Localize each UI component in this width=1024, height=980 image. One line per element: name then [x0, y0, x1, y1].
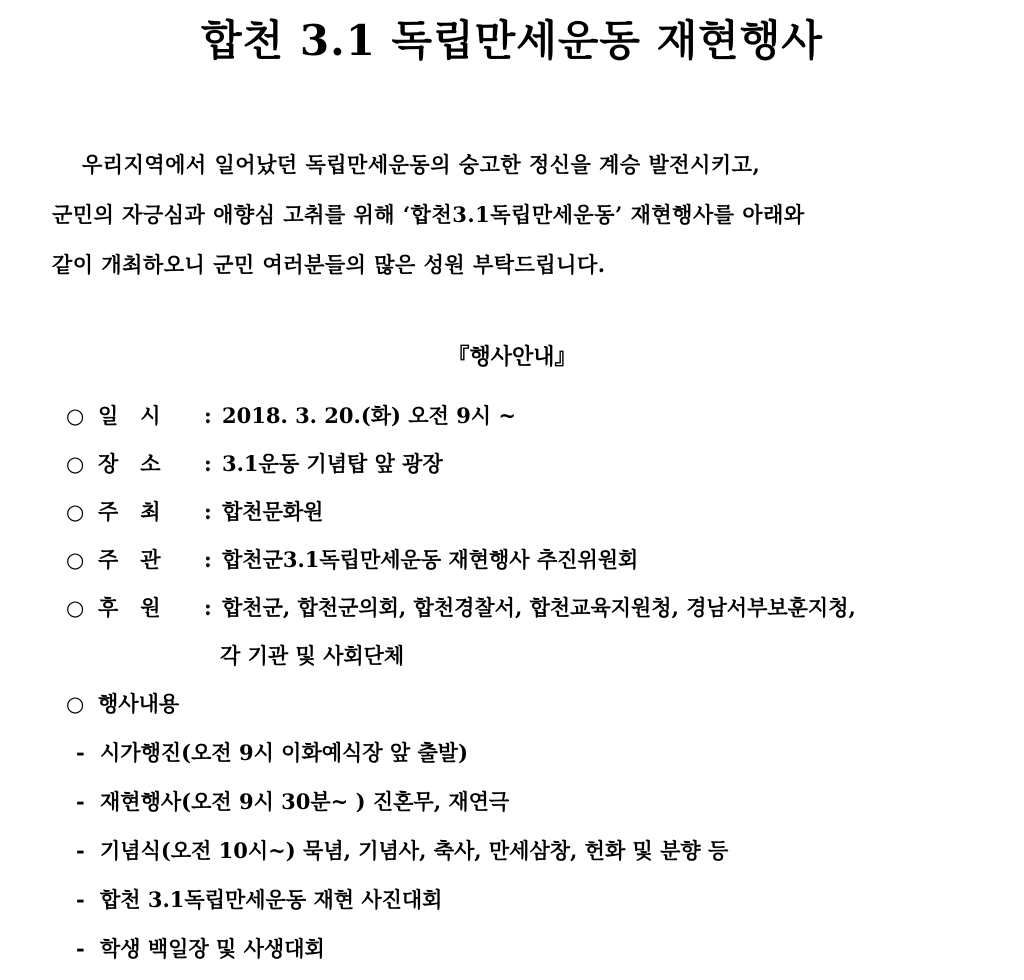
list-item-text: 재현행사(오전 9시 30분~ ) 진혼무, 재연극	[100, 789, 510, 814]
dash-bullet-icon: -	[76, 936, 85, 961]
list-item	[76, 728, 1006, 777]
info-label: 행사내용	[98, 691, 180, 716]
list-item	[76, 924, 1006, 973]
intro-line: 군민의 자긍심과 애향심 고취를 위해 ‘합천3.1독립만세운동’ 재현행사를 아래와	[52, 202, 805, 227]
circle-bullet-icon: ○	[66, 691, 85, 716]
info-value: 2018. 3. 20.(화) 오전 9시 ~	[222, 403, 516, 428]
intro-paragraph	[52, 140, 982, 290]
info-row-organizer	[66, 536, 996, 584]
section-title: 『행사안내』	[447, 344, 577, 370]
info-row-program	[66, 680, 996, 728]
list-item-text: 합천 3.1독립만세운동 재현 사진대회	[100, 887, 443, 912]
info-separator: :	[204, 499, 212, 524]
dash-bullet-icon: -	[76, 789, 85, 814]
intro-line: 같이 개최하오니 군민 여러분들의 많은 성원 부탁드립니다.	[52, 252, 606, 277]
info-label: 주 최	[98, 499, 161, 524]
info-value: 합천군3.1독립만세운동 재현행사 추진위원회	[222, 547, 639, 572]
info-value: 각 기관 및 사회단체	[220, 643, 405, 668]
dash-bullet-icon: -	[76, 887, 85, 912]
info-label: 장 소	[98, 451, 161, 476]
info-row-sponsor-continuation	[66, 632, 996, 680]
info-separator: :	[204, 547, 212, 572]
info-value: 합천문화원	[222, 499, 324, 524]
list-item-text: 학생 백일장 및 사생대회	[100, 936, 325, 961]
program-list	[76, 728, 1006, 973]
info-value: 3.1운동 기념탑 앞 광장	[222, 451, 443, 476]
circle-bullet-icon: ○	[66, 595, 85, 620]
dash-bullet-icon: -	[76, 838, 85, 863]
info-separator: :	[204, 451, 212, 476]
info-row-sponsor	[66, 584, 996, 632]
circle-bullet-icon: ○	[66, 403, 85, 428]
info-row-place	[66, 440, 996, 488]
list-item-text: 기념식(오전 10시~) 묵념, 기념사, 축사, 만세삼창, 헌화 및 분향 등	[100, 838, 729, 863]
circle-bullet-icon: ○	[66, 499, 85, 524]
info-separator: :	[204, 595, 212, 620]
list-item-text: 시가행진(오전 9시 이화예식장 앞 출발)	[100, 740, 469, 765]
list-item	[76, 826, 1006, 875]
list-item	[76, 777, 1006, 826]
info-separator: :	[204, 403, 212, 428]
event-info-list	[66, 392, 996, 728]
info-label: 주 관	[98, 547, 161, 572]
list-item	[76, 875, 1006, 924]
info-row-host	[66, 488, 996, 536]
circle-bullet-icon: ○	[66, 547, 85, 572]
circle-bullet-icon: ○	[66, 451, 85, 476]
info-row-date	[66, 392, 996, 440]
dash-bullet-icon: -	[76, 740, 85, 765]
info-value: 합천군, 합천군의회, 합천경찰서, 합천교육지원청, 경남서부보훈지청,	[222, 595, 856, 620]
info-label: 일 시	[98, 403, 161, 428]
intro-line: 우리지역에서 일어났던 독립만세운동의 숭고한 정신을 계승 발전시키고,	[82, 152, 761, 177]
info-label: 후 원	[98, 595, 161, 620]
page-title: 합천 3.1 독립만세운동 재현행사	[201, 16, 823, 65]
